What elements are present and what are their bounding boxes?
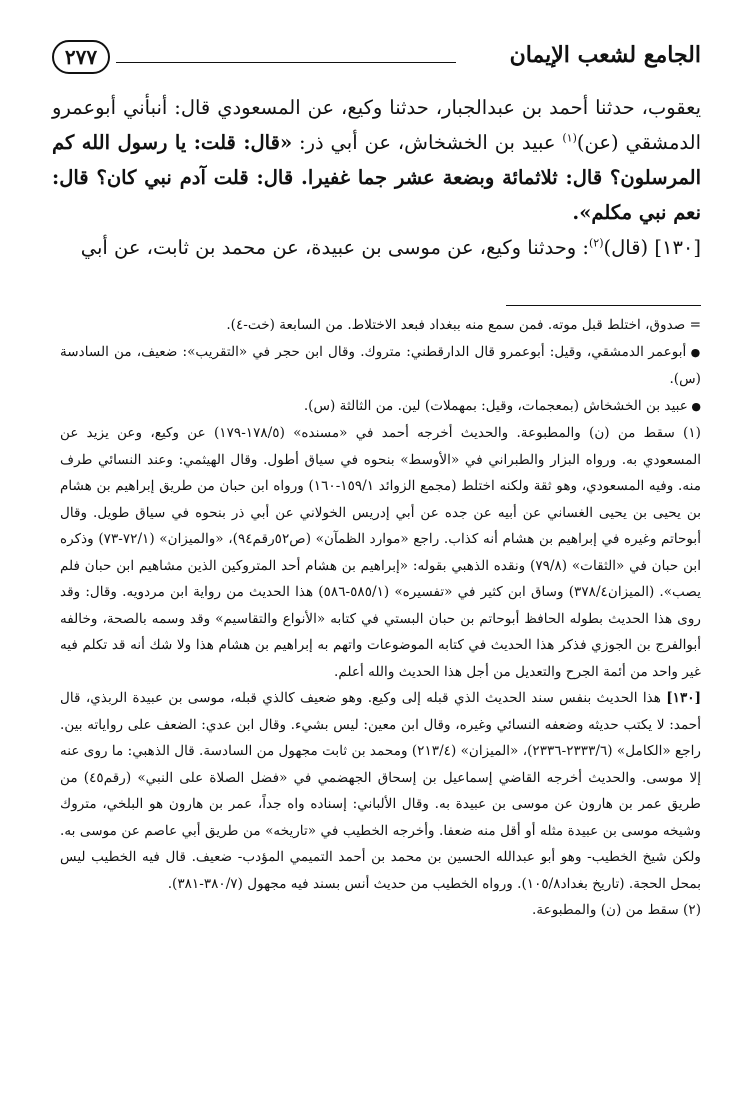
footnote-130-mark: [١٣٠]	[666, 690, 701, 706]
main-paragraph	[52, 90, 701, 230]
page-header	[52, 40, 701, 80]
footnote-1: (١) سقط من (ن) والمطبوعة. والحديث أخرجه أحمد في «مسنده» (١٧٨/٥-١٧٩) عن وكيع، وعن يزيد عن المسعودي به. ورواه البزار والطبراني في «الأوسط» بنحوه في سياق أطول. وقال الهيثمي: وعند النسائي طرف منه. وفيه المسعودي، وهو ثقة ولكنه اختلط (مجمع الزوائد ١٥٩/١-١٦٠) ورواه ابن حبان من طريق إبراهيم بن هشام بن يحيى بن يحيى الغساني عن أبيه عن جده عن أبي إدريس الخولاني عن أبي ذر بنحوه في سياق طويل. وقال أبوحاتم وغيره في إبراهيم بن هشام أنه كذاب. راجع «موارد الظمآن» (ص٥٢رقم٩٤)، «والميزان» (٧٢/١-٧٣) وذكره ابن حبان في «الثقات» (٧٩/٨) ونقده الذهبي بقوله: «إبراهيم بن هشام أحد المتروكين الذين مشاهيم ابن حبان فلم يصب». (الميزان٣٧٨/٤) وساق ابن كثير في «تفسيره» (٥٨٥/١-٥٨٦) هذا الحديث من رواية ابن مردويه. وقال: وقد روى هذا الحديث بطوله الحافظ أبوحاتم بن حبان البستي في كتابه «الأنواع والتقاسيم» وقد وسمه بالصحة، وخالفه أبوالفرج بن الجوزي فذكر هذا الحديث في كتابه الموضوعات واتهم به إبراهيم بن هشام هذا ولا شك أنه قد تكلم فيه غير واحد من أئمة الجرح والتعديل من أجل هذا الحديث والله أعلم.	[60, 425, 701, 680]
footnote-2: (٢) سقط من (ن) والمطبوعة.	[532, 902, 701, 918]
running-title: الجامع لشعب الإيمان	[509, 42, 701, 68]
footnote-130	[60, 685, 701, 897]
hadith-matn: «قال: قلت: يا رسول الله كم المرسلون؟ قال: ثلاثمائة وبضعة عشر جما غفيرا. قال: قلت آدم نبي كان؟ قال: نعم نبي مكلم».	[52, 131, 701, 224]
footnotes-section	[60, 305, 701, 924]
footnote-rule	[506, 305, 701, 306]
header-rule	[116, 62, 456, 63]
footnote-ref-1: (١)	[562, 131, 577, 145]
hadith-130-isnad: : وحدثنا وكيع، عن موسى بن عبيدة، عن محمد بن ثابت، عن أبي	[80, 236, 589, 259]
hadith-130-paragraph	[52, 230, 701, 265]
isnad-text: يعقوب، حدثنا أحمد بن عبدالجبار، حدثنا وكيع، عن المسعودي قال: أنبأني أبوعمرو الدمشقي (عن)	[52, 96, 701, 154]
footnote-130-text: هذا الحديث بنفس سند الحديث الذي قبله إلى وكيع. وهو ضعيف كالذي قبله، موسى بن عبيدة الربذي، قال أحمد: لا يكتب حديثه وضعفه النسائي وغيره، وقال ابن معين: ليس بشيء. وقال ابن عدي: الضعف على رواياته بين. راجع «الكامل» (٢٣٣٣/٦-٢٣٣٦)، «الميزان» (٢١٣/٤) ومحمد بن ثابت مجهول من السادسة. قال الذهبي: ما روى عنه إلا موسى. والحديث أخرجه القاضي إسماعيل بن إسحاق الجهضمي في «فضل الصلاة على النبي» (رقم٤٥) من طريق عمر بن هارون عن موسى بن عبيدة به. وقال الألباني: إسناده واه جداً، عمر بن هارون هو البلخي، متروك وشيخه موسى بن عبيدة مثله أو أقل منه ضعفا. وأخرجه الخطيب في «تاريخه» من طريق أبي عاصم عن موسى به. ولكن شيخ الخطيب- وهو أبو عبدالله الحسين بن محمد بن أحمد التميمي المؤدب- ضعيف. قال فيه الخطيب ليس بمحل الحجة. (تاريخ بغداد١٠٥/٨). ورواه الخطيب من حديث أنس بسند فيه مجهول (٣٨٠/٧-٣٨١).	[59, 690, 701, 892]
narrator-note-ubayd: ● عبيد بن الخشخاش (بمعجمات، وقيل: بمهملات) لين. من الثالثة (س).	[60, 393, 701, 421]
page-number: ٢٧٧	[52, 40, 110, 74]
narrator-note-abu-amr: ● أبوعمر الدمشقي، وقيل: أبوعمرو قال الدارقطني: متروك. وقال ابن حجر في «التقريب»: ضعيف، من السادسة (س).	[60, 339, 701, 393]
isnad-text-continued: عبيد بن الخشخاش، عن أبي ذر:	[292, 131, 563, 154]
hadith-130-label: [١٣٠] (قال)	[603, 236, 701, 259]
footnote-ref-2: (٢)	[589, 236, 604, 250]
main-text	[52, 90, 701, 265]
footnote-continuation: = صدوق، اختلط قبل موته. فمن سمع منه ببغداد فبعد الاختلاط. من السابعة (خت-٤).	[226, 317, 701, 333]
